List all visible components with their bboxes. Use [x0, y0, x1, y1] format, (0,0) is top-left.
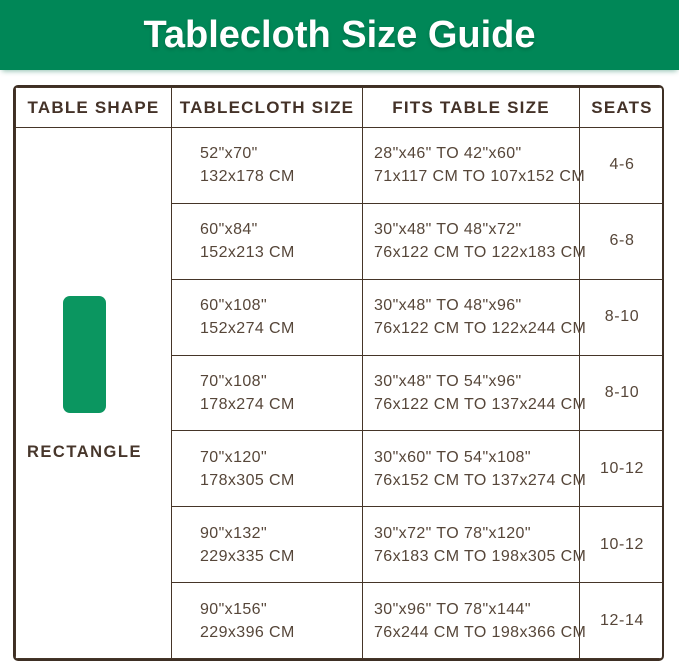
fits-cm: 76x183 CM TO 198x305 CM	[374, 547, 587, 565]
size-cm: 178x305 CM	[200, 471, 295, 489]
fits-cm: 71x117 CM TO 107x152 CM	[374, 168, 586, 186]
fits-cm: 76x122 CM TO 122x244 CM	[374, 320, 587, 338]
column-header-tablecloth-size: TABLECLOTH SIZE	[172, 88, 363, 128]
fits-inches: 30"x48" TO 48"x72"	[374, 221, 522, 239]
fits-table-size-cell	[363, 128, 586, 204]
tablecloth-size-cell	[172, 431, 363, 507]
size-cm: 152x274 CM	[200, 320, 295, 338]
size-cm: 152x213 CM	[200, 244, 295, 262]
banner	[0, 0, 679, 70]
rectangle-shape-icon	[63, 296, 106, 413]
seats-cell: 10-12	[580, 431, 665, 507]
fits-inches: 30"x72" TO 78"x120"	[374, 524, 531, 542]
seats-cell: 10-12	[580, 507, 665, 583]
tablecloth-size-cell	[172, 507, 363, 583]
size-inches: 60"x84"	[200, 221, 258, 239]
shape-group	[27, 296, 142, 462]
table-header-row	[16, 88, 665, 128]
seats-cell: 12-14	[580, 583, 665, 659]
table-row	[16, 128, 665, 204]
seats-cell: 8-10	[580, 355, 665, 431]
fits-inches: 28"x46" TO 42"x60"	[374, 145, 522, 163]
fits-inches: 30"x60" TO 54"x108"	[374, 448, 531, 466]
size-inches: 90"x156"	[200, 600, 268, 618]
size-guide-table	[15, 87, 664, 659]
size-inches: 70"x120"	[200, 448, 268, 466]
shape-label: RECTANGLE	[27, 443, 142, 461]
fits-cm: 76x244 CM TO 198x366 CM	[374, 623, 587, 641]
fits-table-size-cell	[363, 355, 587, 431]
tablecloth-size-cell	[172, 583, 363, 659]
size-cm: 178x274 CM	[200, 395, 295, 413]
fits-inches: 30"x48" TO 54"x96"	[374, 372, 522, 390]
tablecloth-size-cell	[172, 279, 363, 355]
seats-cell: 4-6	[580, 128, 665, 204]
size-inches: 52"x70"	[200, 145, 258, 163]
fits-inches: 30"x96" TO 78"x144"	[374, 600, 531, 618]
table-shape-cell	[16, 128, 172, 659]
size-guide-table-container	[13, 85, 664, 661]
seats-cell: 8-10	[580, 279, 665, 355]
size-inches: 70"x108"	[200, 372, 268, 390]
fits-table-size-cell	[363, 583, 587, 659]
fits-table-size-cell	[363, 507, 587, 583]
fits-cm: 76x152 CM TO 137x274 CM	[374, 471, 587, 489]
fits-table-size-cell	[363, 431, 587, 507]
fits-cm: 76x122 CM TO 137x244 CM	[374, 395, 587, 413]
fits-table-size-cell	[363, 279, 587, 355]
column-header-seats: SEATS	[580, 88, 665, 128]
fits-cm: 76x122 CM TO 122x183 CM	[374, 244, 587, 262]
tablecloth-size-cell	[172, 355, 363, 431]
tablecloth-size-cell	[172, 203, 363, 279]
size-cm: 132x178 CM	[200, 168, 295, 186]
page-title: Tablecloth Size Guide	[143, 13, 536, 56]
size-cm: 229x335 CM	[200, 547, 295, 565]
tablecloth-size-cell	[172, 128, 363, 204]
column-header-table-shape: TABLE SHAPE	[16, 88, 172, 128]
size-cm: 229x396 CM	[200, 623, 295, 641]
column-header-fits-table-size: FITS TABLE SIZE	[363, 88, 580, 128]
size-inches: 90"x132"	[200, 524, 268, 542]
seats-cell: 6-8	[580, 203, 665, 279]
size-inches: 60"x108"	[200, 297, 268, 315]
fits-table-size-cell	[363, 203, 587, 279]
fits-inches: 30"x48" TO 48"x96"	[374, 297, 522, 315]
